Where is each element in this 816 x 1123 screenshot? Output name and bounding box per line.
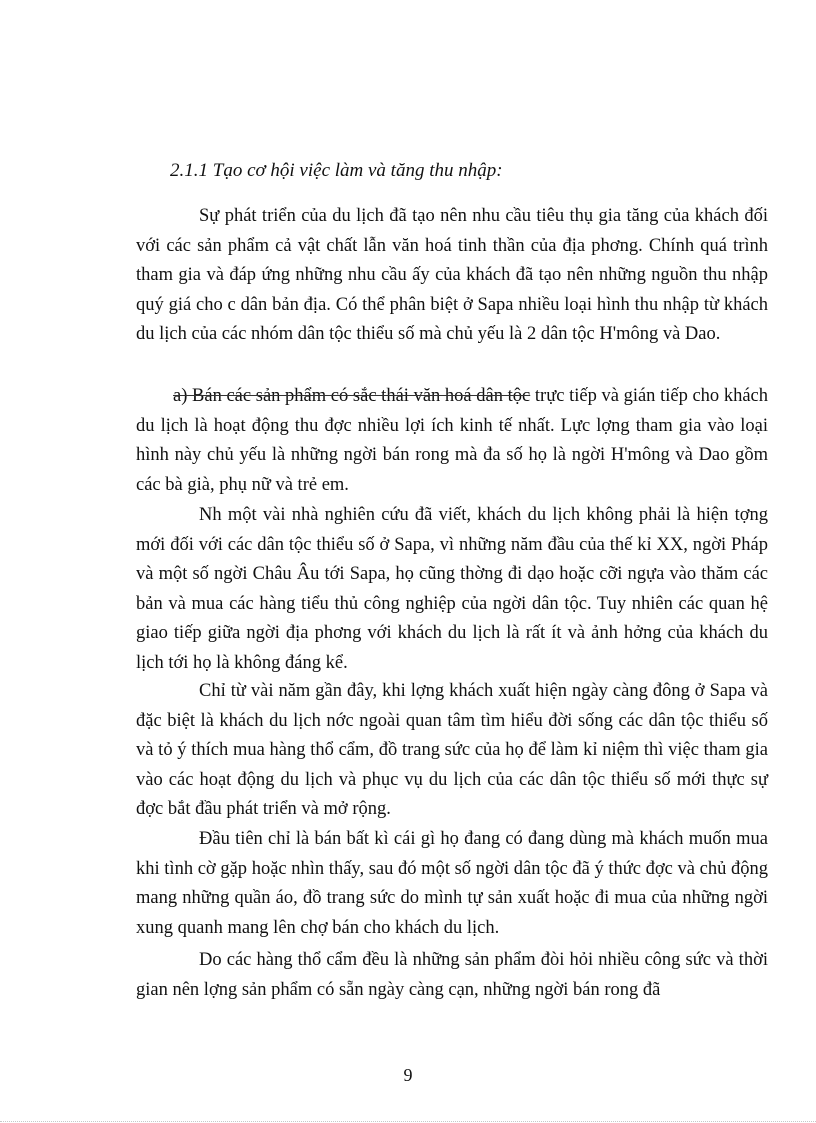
paragraph-lead-phrase: a) Bán các sản phẩm có sắc thái văn hoá dân tộc: [173, 386, 531, 406]
paragraph-history: Nh một vài nhà nghiên cứu đã viết, khách du lịch không phải là hiện tợng mới đối với các dân tộc thiểu số ở Sapa, vì những năm đầu của thế kỉ XX, ngời Pháp và một số ngời Châu Âu tới Sapa, họ cũng thờng đi dạo hoặc cỡi ngựa vào thăm các bản và mua các hàng tiểu thủ công nghiệp của ngời dân tộc. Tuy nhiên các quan hệ giao tiếp giữa ngời địa phơng với khách du lịch là rất ít và ảnh hởng của khách du lịch tới họ là không đáng kể.: [136, 505, 768, 673]
paragraph-handicrafts: Do các hàng thổ cẩm đều là những sản phẩm đòi hỏi nhiều công sức và thời gian nên lợng sản phẩm có sẵn ngày càng cạn, những ngời bán rong đã: [136, 950, 768, 1000]
paragraph-selling-products: [136, 382, 768, 500]
paragraph-beginning: Đầu tiên chỉ là bán bất kì cái gì họ đang có đang dùng mà khách muốn mua khi tình cờ gặp hoặc nhìn thấy, sau đó một số ngời dân tộc đã ý thức đợc và chủ động mang những quần áo, đồ trang sức do mình tự sản xuất hoặc đi mua của những ngời xung quanh mang lên chợ bán cho khách du lịch.: [136, 829, 768, 938]
paragraph-body: trực tiếp và gián tiếp cho khách du lịch là hoạt động thu đợc nhiều lợi ích kinh tế nhất. Lực lợng tham gia vào loại hình này chủ yếu là những ngời bán rong mà đa số họ là ngời H'mông và Dao gồm các bà già, phụ nữ và trẻ em.: [136, 386, 768, 495]
page-number: 9: [403, 1065, 413, 1085]
paragraph-recent-years: Chỉ từ vài năm gần đây, khi lợng khách xuất hiện ngày càng đông ở Sapa và đặc biệt là khách du lịch nớc ngoài quan tâm tìm hiểu đời sống các dân tộc thiểu số và tỏ ý thích mua hàng thổ cẩm, đồ trang sức của họ để làm kỉ niệm thì việc tham gia vào các hoạt động du lịch và phục vụ du lịch của các dân tộc thiểu số mới thực sự đợc bắt đầu phát triển và mở rộng.: [136, 681, 768, 820]
paragraph-intro: Sự phát triển của du lịch đã tạo nên nhu cầu tiêu thụ gia tăng của khách đối với các sản phẩm cả vật chất lẫn văn hoá tinh thần của địa phơng. Chính quá trình tham gia và đáp ứng những nhu cầu ấy của khách đã tạo nên những nguồn thu nhập quý giá cho c dân bản địa. Có thể phân biệt ở Sapa nhiều loại hình thu nhập từ khách du lịch của các nhóm dân tộc thiểu số mà chủ yếu là 2 dân tộc H'mông và Dao.: [136, 206, 768, 345]
page-bottom-rule: [0, 1121, 816, 1122]
section-heading: 2.1.1 Tạo cơ hội việc làm và tăng thu nhập:: [170, 160, 503, 181]
